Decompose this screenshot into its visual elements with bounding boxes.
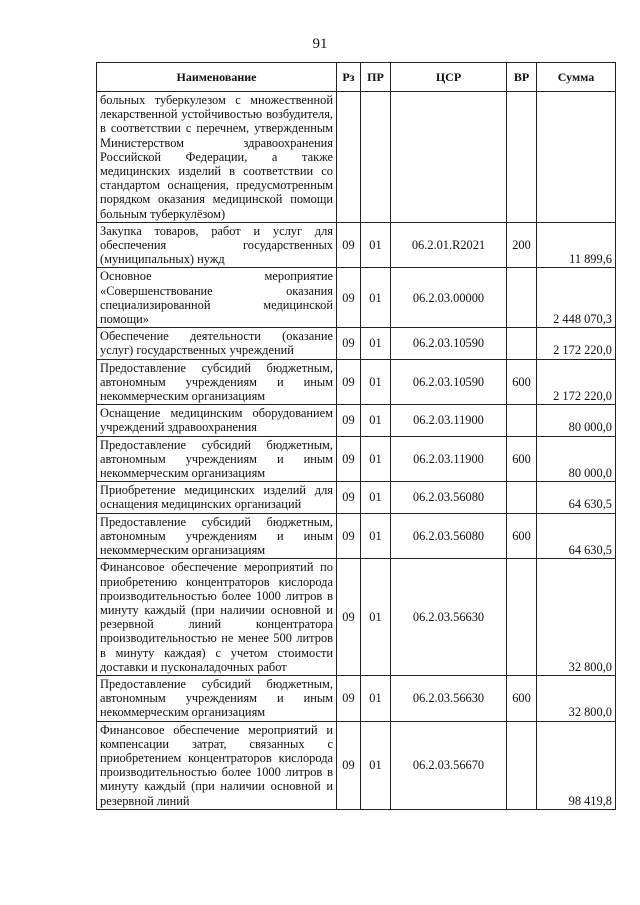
row-name: Оснащение медицинским оборудованием учреждений здравоохранения xyxy=(97,405,337,436)
row-pr: 01 xyxy=(361,222,391,268)
row-pr: 01 xyxy=(361,559,391,676)
table-row xyxy=(97,482,616,513)
row-pr: 01 xyxy=(361,405,391,436)
row-rz: 09 xyxy=(337,559,361,676)
row-vr: 600 xyxy=(507,675,537,721)
row-csr: 06.2.03.56670 xyxy=(391,721,507,809)
row-vr: 600 xyxy=(507,513,537,559)
row-sum: 2 448 070,3 xyxy=(537,268,616,328)
row-rz: 09 xyxy=(337,405,361,436)
page-number: 91 xyxy=(312,36,328,52)
row-csr: 06.2.03.56080 xyxy=(391,513,507,559)
table-row xyxy=(97,675,616,721)
header-rz: Рз xyxy=(337,63,361,92)
row-name: Финансовое обеспечение мероприятий по приобретению концентраторов кислорода производительностью более 1000 литров в минуту каждый (при наличии основной и резервной линий концентратора производительностью не менее 500 литров в минуту каждая) с учетом стоимости доставки и пусконаладочных работ xyxy=(97,559,337,676)
row-pr: 01 xyxy=(361,436,391,482)
table-row xyxy=(97,268,616,328)
row-name: Предоставление субсидий бюджетным, автономным учреждениям и иным некоммерческим организациям xyxy=(97,436,337,482)
row-pr: 01 xyxy=(361,482,391,513)
header-sum: Сумма xyxy=(537,63,616,92)
row-rz: 09 xyxy=(337,268,361,328)
table-row xyxy=(97,405,616,436)
row-csr: 06.2.03.56630 xyxy=(391,559,507,676)
header-csr: ЦСР xyxy=(391,63,507,92)
row-sum: 32 800,0 xyxy=(537,559,616,676)
table-row xyxy=(97,721,616,809)
row-sum: 2 172 220,0 xyxy=(537,328,616,359)
row-rz: 09 xyxy=(337,359,361,405)
row-rz: 09 xyxy=(337,328,361,359)
row-name: Обеспечение деятельности (оказание услуг) государственных учреждений xyxy=(97,328,337,359)
row-csr: 06.2.03.10590 xyxy=(391,328,507,359)
row-name: Закупка товаров, работ и услуг для обеспечения государственных (муниципальных) нужд xyxy=(97,222,337,268)
row-sum: 98 419,8 xyxy=(537,721,616,809)
row-vr xyxy=(507,328,537,359)
row-csr xyxy=(391,92,507,223)
row-name: Предоставление субсидий бюджетным, автономным учреждениям и иным некоммерческим организациям xyxy=(97,675,337,721)
row-name: Приобретение медицинских изделий для оснащения медицинских организаций xyxy=(97,482,337,513)
row-name: Предоставление субсидий бюджетным, автономным учреждениям и иным некоммерческим организациям xyxy=(97,359,337,405)
row-csr: 06.2.03.11900 xyxy=(391,436,507,482)
row-pr: 01 xyxy=(361,675,391,721)
row-name: Финансовое обеспечение мероприятий и компенсации затрат, связанных с приобретением концентраторов кислорода производительностью более 1000 литров в минуту каждый (при наличии основной и резервной линий xyxy=(97,721,337,809)
row-csr: 06.2.03.56080 xyxy=(391,482,507,513)
row-name: больных туберкулезом с множественной лекарственной устойчивостью возбудителя, в соответствии с перечнем, утвержденным Министерством здравоохранения Российской Федерации, а также медицинских изделий в соответствии со стандартом оснащения, предусмотренным порядком оказания медицинской помощи больным туберкулёзом) xyxy=(97,92,337,223)
table-row xyxy=(97,359,616,405)
row-pr xyxy=(361,92,391,223)
row-sum: 32 800,0 xyxy=(537,675,616,721)
table-row xyxy=(97,328,616,359)
row-rz: 09 xyxy=(337,436,361,482)
table-row xyxy=(97,92,616,223)
row-rz: 09 xyxy=(337,222,361,268)
table-row xyxy=(97,559,616,676)
row-csr: 06.2.03.00000 xyxy=(391,268,507,328)
row-csr: 06.2.03.11900 xyxy=(391,405,507,436)
row-vr: 600 xyxy=(507,436,537,482)
row-rz: 09 xyxy=(337,675,361,721)
row-sum: 64 630,5 xyxy=(537,513,616,559)
budget-table xyxy=(96,62,616,810)
row-vr: 600 xyxy=(507,359,537,405)
row-vr xyxy=(507,721,537,809)
row-sum: 64 630,5 xyxy=(537,482,616,513)
table-row xyxy=(97,222,616,268)
table-row xyxy=(97,436,616,482)
row-rz: 09 xyxy=(337,721,361,809)
row-name: Основное мероприятие «Совершенствование оказания специализированной медицинской помощи» xyxy=(97,268,337,328)
row-sum xyxy=(537,92,616,223)
row-pr: 01 xyxy=(361,721,391,809)
row-sum: 11 899,6 xyxy=(537,222,616,268)
row-rz: 09 xyxy=(337,513,361,559)
row-vr xyxy=(507,268,537,328)
row-csr: 06.2.03.10590 xyxy=(391,359,507,405)
header-pr: ПР xyxy=(361,63,391,92)
header-vr: ВР xyxy=(507,63,537,92)
header-name: Наименование xyxy=(97,63,337,92)
row-rz: 09 xyxy=(337,482,361,513)
row-vr xyxy=(507,482,537,513)
table-row xyxy=(97,513,616,559)
row-sum: 80 000,0 xyxy=(537,436,616,482)
row-vr xyxy=(507,405,537,436)
row-vr xyxy=(507,92,537,223)
row-csr: 06.2.01.R2021 xyxy=(391,222,507,268)
row-vr xyxy=(507,559,537,676)
row-rz xyxy=(337,92,361,223)
row-csr: 06.2.03.56630 xyxy=(391,675,507,721)
row-name: Предоставление субсидий бюджетным, автономным учреждениям и иным некоммерческим организациям xyxy=(97,513,337,559)
row-pr: 01 xyxy=(361,359,391,405)
row-pr: 01 xyxy=(361,268,391,328)
row-pr: 01 xyxy=(361,328,391,359)
row-vr: 200 xyxy=(507,222,537,268)
row-sum: 80 000,0 xyxy=(537,405,616,436)
row-sum: 2 172 220,0 xyxy=(537,359,616,405)
row-pr: 01 xyxy=(361,513,391,559)
table-header-row xyxy=(97,63,616,92)
